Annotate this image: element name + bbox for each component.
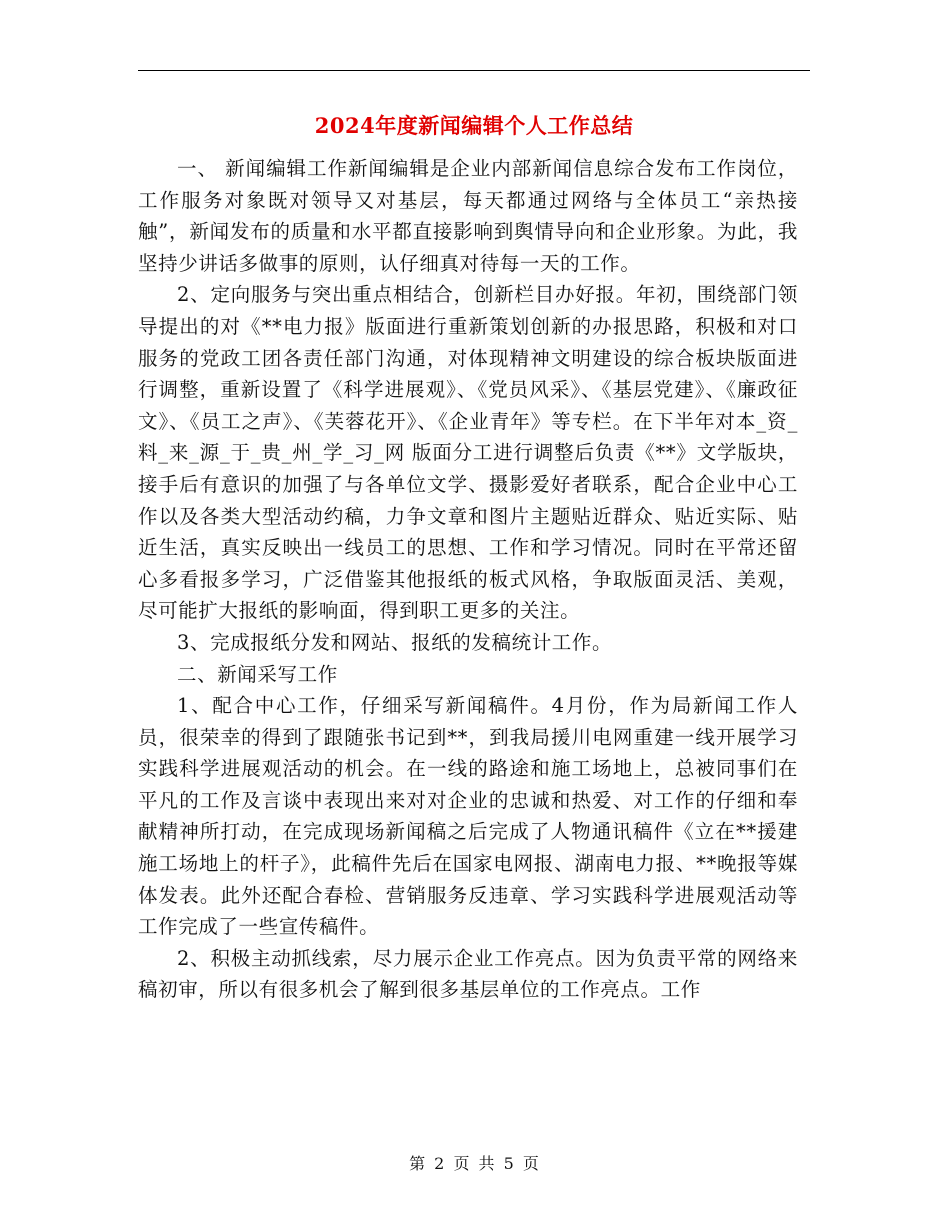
page-number-footer: 第 2 页 共 5 页 bbox=[409, 1154, 541, 1173]
paragraph-news-writing-2: 2、积极主动抓线索，尽力展示企业工作亮点。因为负责平常的网络来稿初审，所以有很多机会了解到很多基层单位的工作亮点。工作 bbox=[138, 946, 798, 1002]
document-body bbox=[138, 153, 798, 1006]
header-rule bbox=[138, 70, 810, 71]
paragraph-distribution-stats: 3、完成报纸分发和网站、报纸的发稿统计工作。 bbox=[177, 630, 613, 654]
paragraph-news-writing-1: 1、配合中心工作，仔细采写新闻稿件。4月份，作为局新闻工作人员，很荣幸的得到了跟随张书记到**，到我局援川电网重建一线开展学习实践科学进展观活动的机会。在一线的路途和施工场地上，总被同事们在平凡的工作及言谈中表现出来对对企业的忠诚和热爱、对工作的仔细和奉献精神所打动，在完成现场新闻稿之后完成了人物通讯稿件《立在**援建施工场地上的杆子》，此稿件先后在国家电网报、湖南电力报、**晚报等媒体发表。此外还配合春检、营销服务反违章、学习实践科学进展观活动等工作完成了一些宣传稿件。 bbox=[138, 694, 798, 939]
paragraph-targeted-service: 2、定向服务与突出重点相结合，创新栏目办好报。年初，围绕部门领导提出的对《**电力报》版面进行重新策划创新的办报思路，积极和对口服务的党政工团各责任部门沟通，对体现精神文明建设的综合板块版面进行调整，重新设置了《科学进展观》、《党员风采》、《基层党建》、《廉政征文》、《员工之声》、《芙蓉花开》、《企业青年》等专栏。在下半年对本_资_料_来_源_于_贵_州_学_习_网 版面分工进行调整后负责《**》文学版块，接手后有意识的加强了与各单位文学、摄影爱好者联系，配合企业中心工作以及各类大型活动约稿，力争文章和图片主题贴近群众、贴近实际、贴近生活，真实反映出一线员工的思想、工作和学习情况。同时在平常还留心多看报多学习，广泛借鉴其他报纸的板式风格，争取版面灵活、美观，尽可能扩大报纸的影响面，得到职工更多的关注。 bbox=[138, 283, 798, 623]
document-title: 2024年度新闻编辑个人工作总结 bbox=[314, 113, 634, 138]
section-heading-news-writing: 二、新闻采写工作 bbox=[177, 662, 338, 686]
paragraph-news-editing: 一、 新闻编辑工作新闻编辑是企业内部新闻信息综合发布工作岗位，工作服务对象既对领导又对基层，每天都通过网络与全体员工“亲热接触”，新闻发布的质量和水平都直接影响到舆情导向和企业形象。为此，我坚持少讲话多做事的原则，认仔细真对待每一天的工作。 bbox=[138, 157, 798, 275]
